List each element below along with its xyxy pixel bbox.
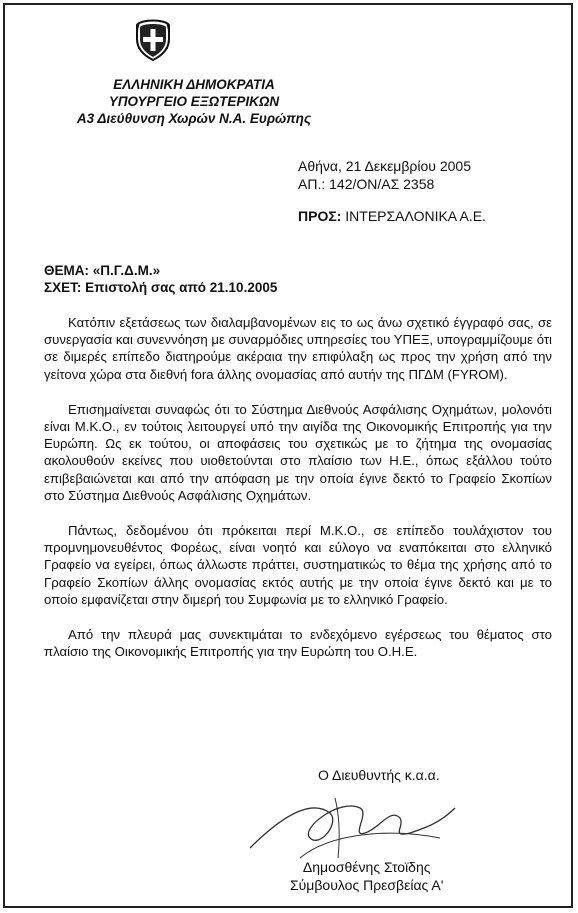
paragraph: Από την πλευρά μας συνεκτιμάται το ενδεχόμενο εγέρσεως του θέματος στο πλαίσιο της Οικονομικής Επιτροπής για την Ευρώπη του Ο.Η.Ε. [44, 627, 552, 660]
letterhead [44, 76, 344, 127]
letter-body [44, 314, 552, 678]
subject-theme: ΘΕΜΑ: «Π.Γ.Δ.Μ.» [44, 263, 161, 278]
signer-name: Δημοσθένης Στοϊδης [302, 859, 431, 875]
paragraph: Κατόπιν εξετάσεως των διαλαμβανομένων εις το ως άνω σχετικό έγγραφό σας, σε συνεργασία και συνεννόηση με συναρμόδιες υπηρεσίες του ΥΠΕΞ, υπογραμμίζουμε ότι σε διμερές επίπεδο διατηρούμε ακέραια την επιφύλαξη ως προς την χρήση από την γείτονα χώρα στα διεθνή fora άλλης ονομασίας από αυτήν της ΠΓΔΜ (FYROM). [44, 315, 552, 382]
subject-block [44, 262, 277, 296]
date-block [298, 157, 471, 193]
subject-reference: ΣΧΕΤ: Επιστολή σας από 21.10.2005 [44, 280, 278, 295]
letterhead-ministry: ΥΠΟΥΡΓΕΙΟ ΕΞΩΤΕΡΙΚΩΝ [108, 94, 280, 109]
letterhead-department: Α3 Διεύθυνση Χωρών Ν.Α. Ευρώπης [76, 111, 312, 126]
letterhead-country: ΕΛΛΗΝΙΚΗ ΔΗΜΟΚΡΑΤΙΑ [113, 77, 275, 92]
signer-block [290, 858, 443, 894]
signer-title: Σύμβουλος Πρεσβείας Α' [290, 877, 444, 893]
handwritten-signature [240, 778, 470, 868]
paragraph: Πάντως, δεδομένου ότι πρόκειται περί Μ.Κ.Ο., σε επίπεδο τουλάχιστον του προμνημονευθέντος Φορέως, είναι νοητό και εύλογο να εναπόκειται στο ελληνικό Γραφείο να εγείρει, όπως άλλωστε πράττει, συστηματικώς το θέμα της χρήσης από το Γραφείο Σκοπίων άλλης ονομασίας εκτός αυτής με την οποία έγινε δεκτό και με το οποίο εμφανίζεται στην διμερή του Συμφωνία με το ελληνικό Γραφείο. [44, 523, 552, 607]
recipient-name: ΙΝΤΕΡΣΑΛΟΝΙΚΑ Α.Ε. [345, 208, 486, 224]
letter-date: Αθήνα, 21 Δεκεμβρίου 2005 [298, 158, 471, 174]
recipient [298, 208, 486, 224]
paragraph: Επισημαίνεται συναφώς ότι το Σύστημα Διεθνούς Ασφάλισης Οχημάτων, μολονότι είναι Μ.Κ.Ο., εν τούτοις λειτουργεί υπό την αιγίδα της Οικονομικής Επιτροπής για την Ευρώπη. Ως εκ τούτου, οι αποφάσεις του σχετικώς με το ζήτημα της ονομασίας ακολουθούν εκείνες που υιοθετούνται στο πλαίσιο των Η.Ε., όπως εξάλλου τούτο επιβεβαιώνεται και από την απόφαση με την οποία έγινε δεκτό το Γραφείο Σκοπίων στο Σύστημα Διεθνούς Ασφάλισης Οχημάτων. [44, 401, 552, 503]
closing: Ο Διευθυντής κ.α.α. [318, 767, 440, 783]
greek-coat-of-arms-icon [133, 15, 173, 61]
reference-number: ΑΠ.: 142/ΟΝ/ΑΣ 2358 [298, 176, 435, 192]
recipient-label: ΠΡΟΣ: [298, 208, 342, 224]
